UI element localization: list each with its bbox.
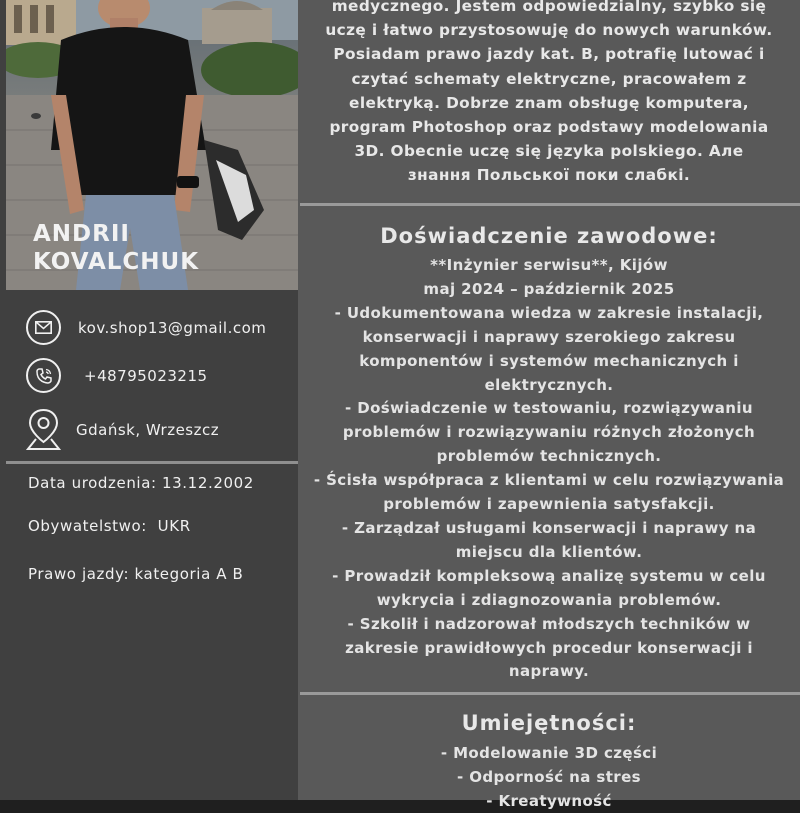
about-line: uczę i łatwo przystosowuję do nowych warunków. (325, 21, 773, 40)
phone-row[interactable] (26, 358, 208, 393)
experience-line: - Prowadził kompleksową analizę systemu w celu (332, 566, 766, 585)
skills-heading: Umiejętności: (461, 711, 637, 735)
email-text[interactable]: kov.shop13@gmail.com (78, 318, 267, 337)
phone-icon (26, 358, 61, 393)
experience-line: zakresie prawidłowych procedur konserwacji i (345, 638, 753, 657)
experience-line: **Inżynier serwisu**, Kijów (430, 256, 668, 274)
section-divider (300, 692, 800, 695)
experience-line: konserwacji i naprawy szerokiego zakresu (362, 327, 736, 346)
experience-line: wykrycia i zdiagnozowania problemów. (376, 590, 722, 609)
citizenship: Obywatelstwo: UKR (28, 517, 191, 535)
section-divider (300, 203, 800, 206)
about-line: знання Польської поки слабкі. (407, 166, 691, 185)
experience-line: komponentów i systemów mechanicznych i (359, 351, 739, 370)
experience-line: - Szkolił i nadzorował młodszych techników w (347, 614, 751, 633)
skill-item: - Kreatywność (486, 791, 612, 810)
about-line: Posiadam prawo jazdy kat. B, potrafię lutować i (333, 45, 765, 64)
about-line: medycznego. Jestem odpowiedzialny, szybko się (331, 0, 767, 15)
experience-line: problemów i zapewnienia satysfakcji. (383, 495, 715, 514)
experience-line: miejscu dla klientów. (455, 542, 643, 561)
envelope-icon (26, 310, 61, 345)
main-content (298, 0, 800, 810)
experience-heading: Doświadczenie zawodowe: (380, 224, 718, 248)
experience-line: - Ścisła współpraca z klientami w celu rozwiązywania (313, 471, 785, 490)
about-line: elektryką. Dobrze znam obsługę komputera, (349, 93, 749, 112)
skill-item: - Odporność na stres (456, 767, 642, 786)
location-text: Gdańsk, Wrzeszcz (76, 421, 220, 439)
experience-line: elektrycznych. (484, 375, 614, 394)
person-name: ANDRII KOVALCHUK (33, 221, 200, 275)
experience-line: - Zarządzał usługami konserwacji i naprawy na (341, 518, 757, 537)
experience-body (306, 254, 792, 684)
location-row (26, 408, 219, 452)
birth-date: Data urodzenia: 13.12.2002 (28, 474, 254, 492)
left-sidebar (0, 0, 298, 800)
about-line: program Photoshop oraz podstawy modelowania (329, 118, 769, 137)
experience-line: problemów i rozwiązywaniu różnych złożonych (342, 423, 756, 442)
experience-line: maj 2024 – październik 2025 (423, 279, 675, 298)
about-line: czytać schematy elektryczne, pracowałem z (351, 69, 747, 88)
driving-license: Prawo jazdy: kategoria A B (28, 565, 244, 583)
map-pin-icon (26, 408, 61, 452)
about-line: 3D. Obecnie uczę się języka polskiego. Але (354, 142, 744, 161)
profile-photo (6, 0, 298, 290)
sidebar-divider (6, 461, 298, 464)
skills-list (306, 742, 792, 813)
phone-text[interactable]: +48795023215 (84, 366, 208, 385)
skill-item: - Modelowanie 3D części (440, 744, 658, 762)
experience-line: problemów technicznych. (436, 447, 662, 466)
experience-line: naprawy. (508, 662, 590, 681)
experience-line: - Doświadczenie w testowaniu, rozwiązywaniu (345, 399, 753, 418)
about-me-text (306, 0, 792, 188)
email-row[interactable] (26, 310, 266, 345)
experience-line: - Udokumentowana wiedza w zakresie instalacji, (334, 303, 764, 322)
